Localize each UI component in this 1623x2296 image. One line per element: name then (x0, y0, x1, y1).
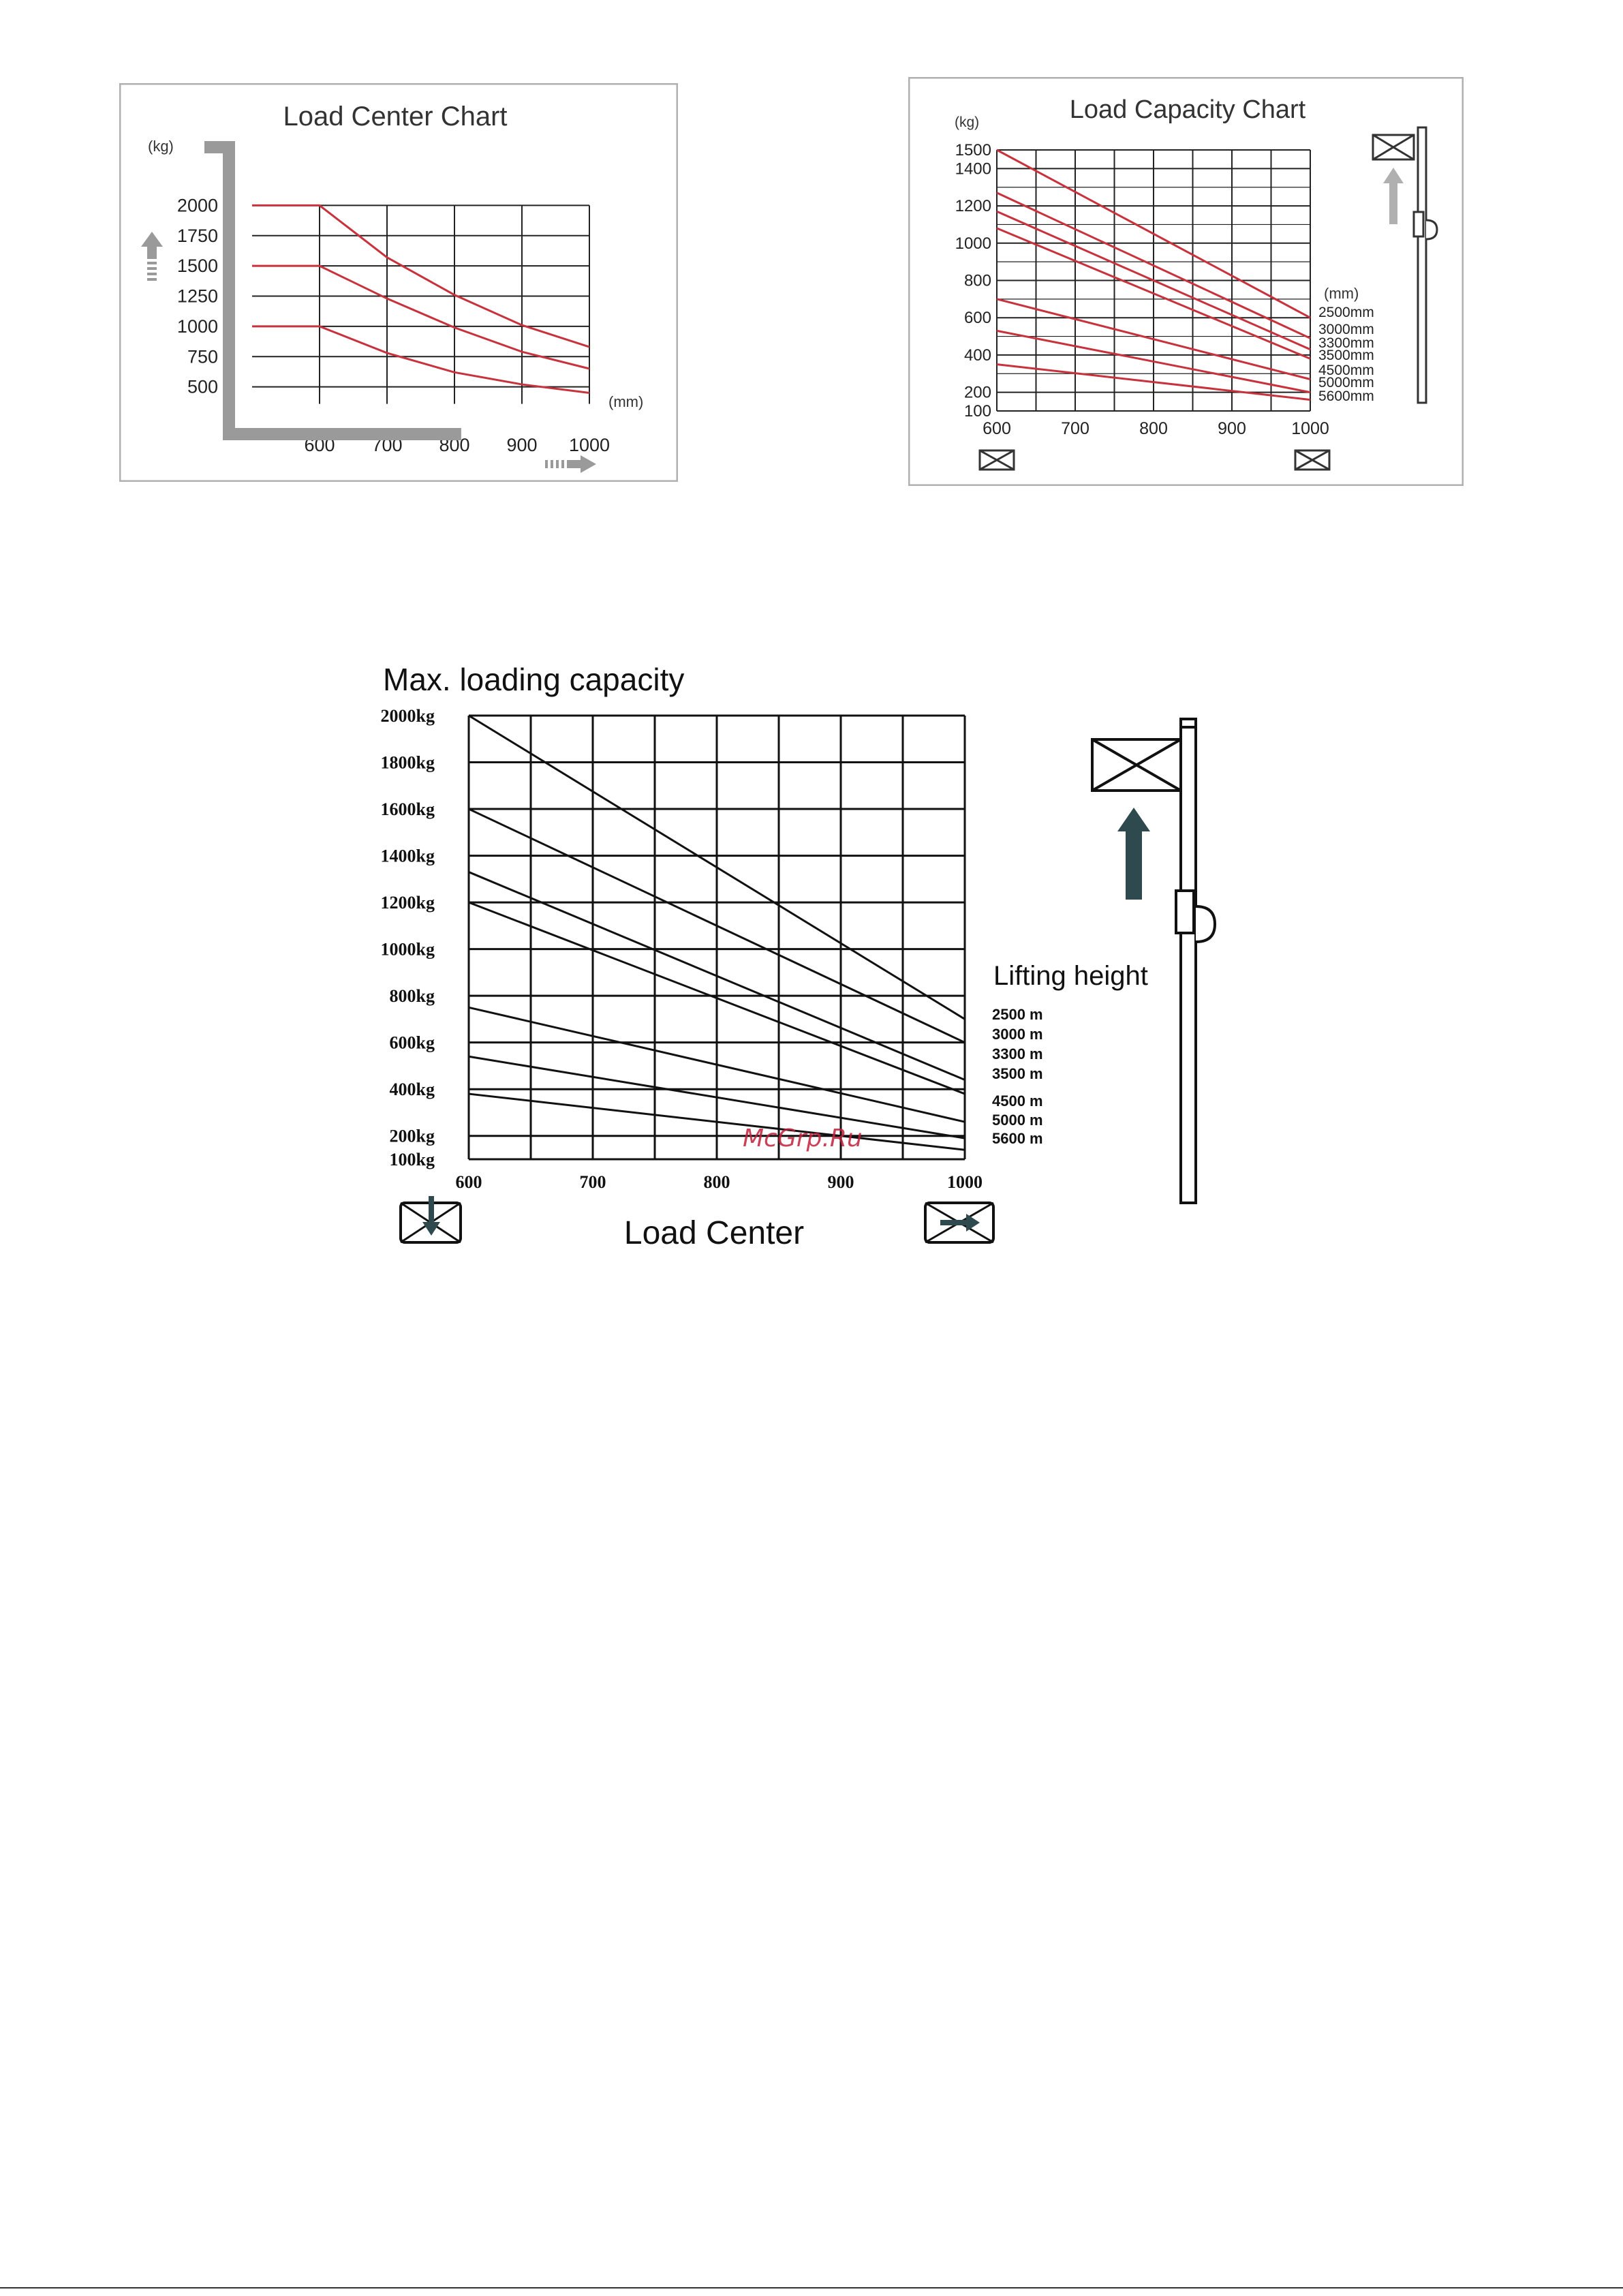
legend-label-2500mm: 2500mm (1318, 305, 1374, 320)
legend-label-3500-m: 3500 m (992, 1065, 1043, 1082)
y-tick-label: 800kg (389, 986, 435, 1007)
load-center-chart (119, 83, 678, 482)
y-tick-label: 800 (963, 271, 991, 290)
y-tick-label: 1400 (955, 159, 991, 179)
y-tick-label: 2000kg (380, 706, 435, 726)
legend-title: Lifting height (993, 961, 1148, 991)
chart-title: Max. loading capacity (383, 662, 685, 697)
y-tick-label: 200kg (389, 1126, 435, 1146)
watermark: McGrp.Ru (743, 1124, 863, 1152)
y-tick-label: 1200kg (380, 893, 435, 913)
y-tick-label: 400kg (389, 1080, 435, 1100)
pallet-icon-near (980, 450, 1014, 470)
y-tick-label: 1400kg (380, 846, 435, 866)
y-tick-label: 200 (963, 383, 991, 402)
legend-label-5000-m: 5000 m (992, 1112, 1043, 1129)
x-tick-label: 900 (827, 1172, 854, 1192)
x-unit-label: (mm) (608, 393, 644, 410)
pallet-forward-icon (925, 1203, 993, 1242)
x-tick-label: 900 (1218, 419, 1246, 438)
legend-label-3000-m: 3000 m (992, 1026, 1043, 1043)
y-unit-label: (kg) (955, 114, 980, 130)
y-tick-label: 1500 (176, 256, 218, 277)
chart-title: Load Capacity Chart (1069, 95, 1306, 124)
legend-label-4500mm: 4500mm (1318, 363, 1374, 378)
pallet-down-icon (401, 1196, 461, 1242)
legend-label-3500mm: 3500mm (1318, 348, 1374, 363)
y-unit-label: (kg) (148, 138, 174, 155)
chart-title: Load Center Chart (283, 102, 508, 132)
x-tick-label: 800 (439, 435, 470, 455)
y-tick-label: 1000 (955, 234, 991, 253)
chart-frame (120, 84, 677, 481)
y-tick-label: 1600kg (380, 799, 435, 820)
x-tick-label: 1000 (1291, 419, 1329, 438)
y-tick-label: 100 (963, 402, 991, 420)
x-tick-label: 600 (455, 1172, 482, 1192)
y-tick-label: 1800kg (380, 752, 435, 773)
legend-label-5600mm: 5600mm (1318, 388, 1374, 404)
legend-label-3300mm: 3300mm (1318, 335, 1374, 351)
x-axis-title: Load Center (623, 1215, 805, 1251)
legend-label-2500-m: 2500 m (992, 1006, 1043, 1023)
y-tick-label: 1250 (176, 286, 218, 307)
legend-label-3000mm: 3000mm (1318, 322, 1374, 337)
max-loading-capacity-chart (373, 651, 1252, 1259)
y-tick-label: 1750 (176, 225, 218, 246)
y-tick-label: 1000kg (380, 939, 435, 960)
x-tick-label: 600 (983, 419, 1011, 438)
legend-label-5000mm: 5000mm (1318, 375, 1374, 391)
x-tick-label: 700 (579, 1172, 606, 1192)
y-tick-label: 600 (963, 309, 991, 328)
y-tick-label: 1000 (176, 316, 218, 337)
x-tick-label: 1000 (568, 435, 610, 455)
legend-label-4500-m: 4500 m (992, 1092, 1043, 1109)
legend-label-5600-m: 5600 m (992, 1130, 1043, 1147)
y-tick-label: 750 (187, 346, 218, 367)
pallet-raised-icon (1092, 739, 1181, 791)
x-tick-label: 900 (506, 435, 538, 455)
x-tick-label: 700 (371, 435, 403, 455)
x-tick-label: 700 (1061, 419, 1089, 438)
x-tick-label: 800 (1139, 419, 1168, 438)
y-tick-label: 500 (187, 376, 218, 397)
page-bottom-rule (0, 2287, 1623, 2289)
pallet-raised-icon (1373, 135, 1414, 159)
legend-label-3300-m: 3300 m (992, 1045, 1043, 1062)
y-tick-label: 1500 (955, 141, 991, 159)
y-tick-label: 100kg (389, 1150, 435, 1169)
legend-title: (mm) (1324, 285, 1359, 302)
x-tick-label: 600 (304, 435, 335, 455)
y-tick-label: 1200 (955, 197, 991, 216)
x-tick-label: 1000 (947, 1172, 983, 1192)
x-tick-label: 800 (703, 1172, 730, 1192)
load-capacity-chart (908, 77, 1464, 486)
pallet-icon-far (1295, 450, 1329, 470)
y-tick-label: 600kg (389, 1032, 435, 1053)
y-tick-label: 2000 (176, 195, 218, 216)
fork-top (204, 141, 235, 153)
y-tick-label: 400 (963, 346, 991, 365)
